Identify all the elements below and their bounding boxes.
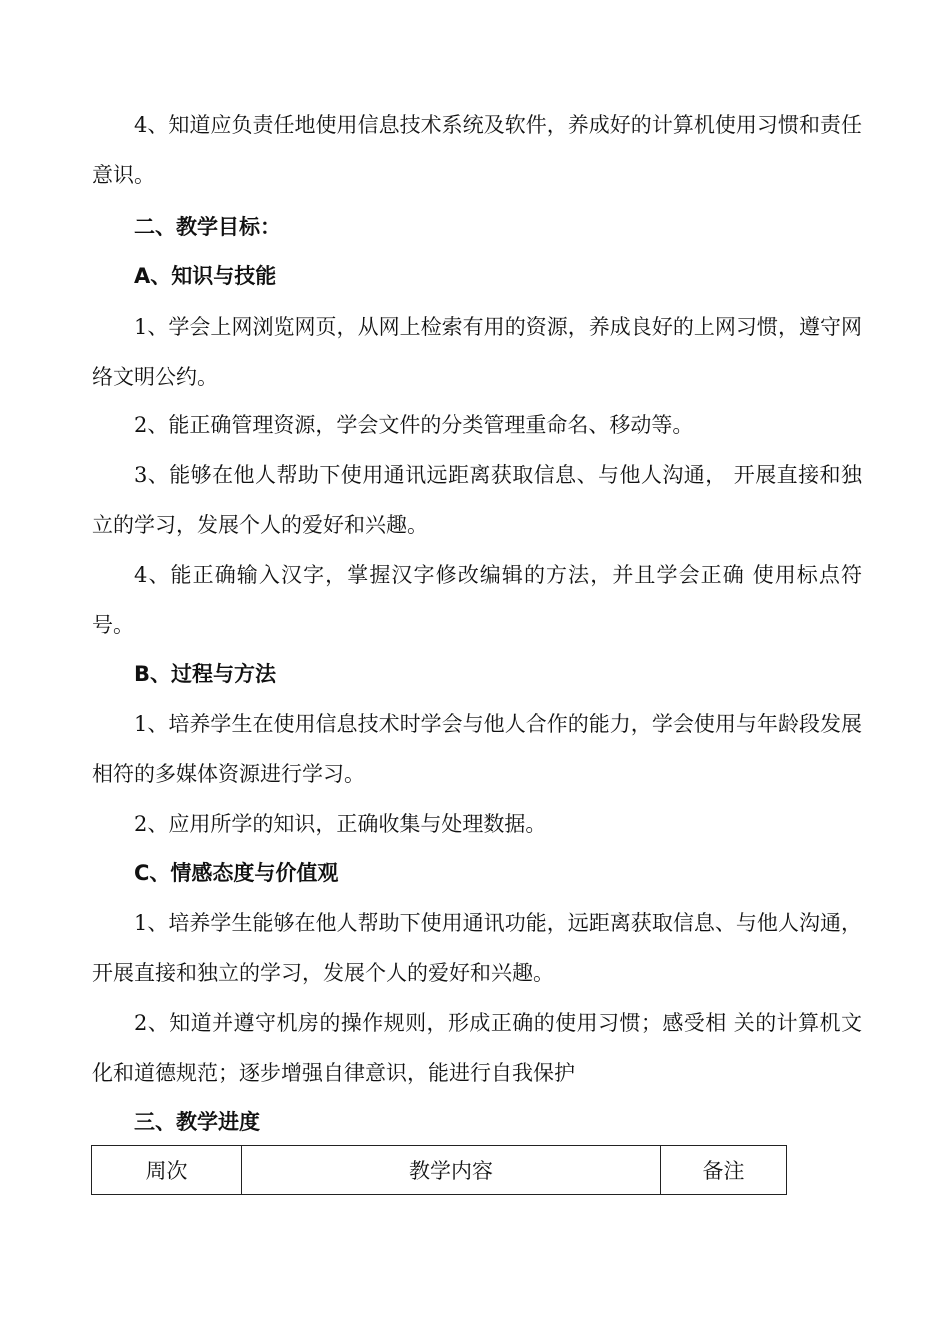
paragraph: 1、培养学生在使用信息技术时学会与他人合作的能力，学会使用与年龄段发展相符的多媒体资源进行学习。 [92,712,862,786]
column-header-week: 周次 [92,1146,242,1195]
schedule-table [91,1145,787,1195]
paragraph: 4、能正确输入汉字，掌握汉字修改编辑的方法，并且学会正确 使用标点符号。 [92,563,862,637]
paragraph: 1、学会上网浏览网页，从网上检索有用的资源，养成良好的上网习惯，遵守网络文明公约。 [92,315,862,389]
paragraph: 2、应用所学的知识，正确收集与处理数据。 [134,812,547,836]
subsection-heading: A、知识与技能 [134,264,277,288]
paragraph: 1、培养学生能够在他人帮助下使用通讯功能，远距离获取信息、与他人沟通，开展直接和独立的学习，发展个人的爱好和兴趣。 [92,911,862,985]
section-heading: 三、教学进度 [134,1110,260,1134]
subsection-heading: B、过程与方法 [134,662,277,686]
table-header-row [92,1146,787,1195]
column-header-notes: 备注 [661,1146,787,1195]
subsection-heading: C、情感态度与价值观 [134,861,339,885]
paragraph: 3、能够在他人帮助下使用通讯远距离获取信息、与他人沟通， 开展直接和独立的学习，发展个人的爱好和兴趣。 [92,463,862,537]
paragraph: 2、能正确管理资源，学会文件的分类管理重命名、移动等。 [134,413,694,437]
paragraph: 4、知道应负责任地使用信息技术系统及软件，养成好的计算机使用习惯和责任意识。 [92,113,862,187]
paragraph: 2、知道并遵守机房的操作规则，形成正确的使用习惯；感受相 关的计算机文化和道德规范；逐步增强自律意识，能进行自我保护 [92,1011,862,1085]
column-header-content: 教学内容 [242,1146,661,1195]
section-heading: 二、教学目标： [134,215,281,239]
